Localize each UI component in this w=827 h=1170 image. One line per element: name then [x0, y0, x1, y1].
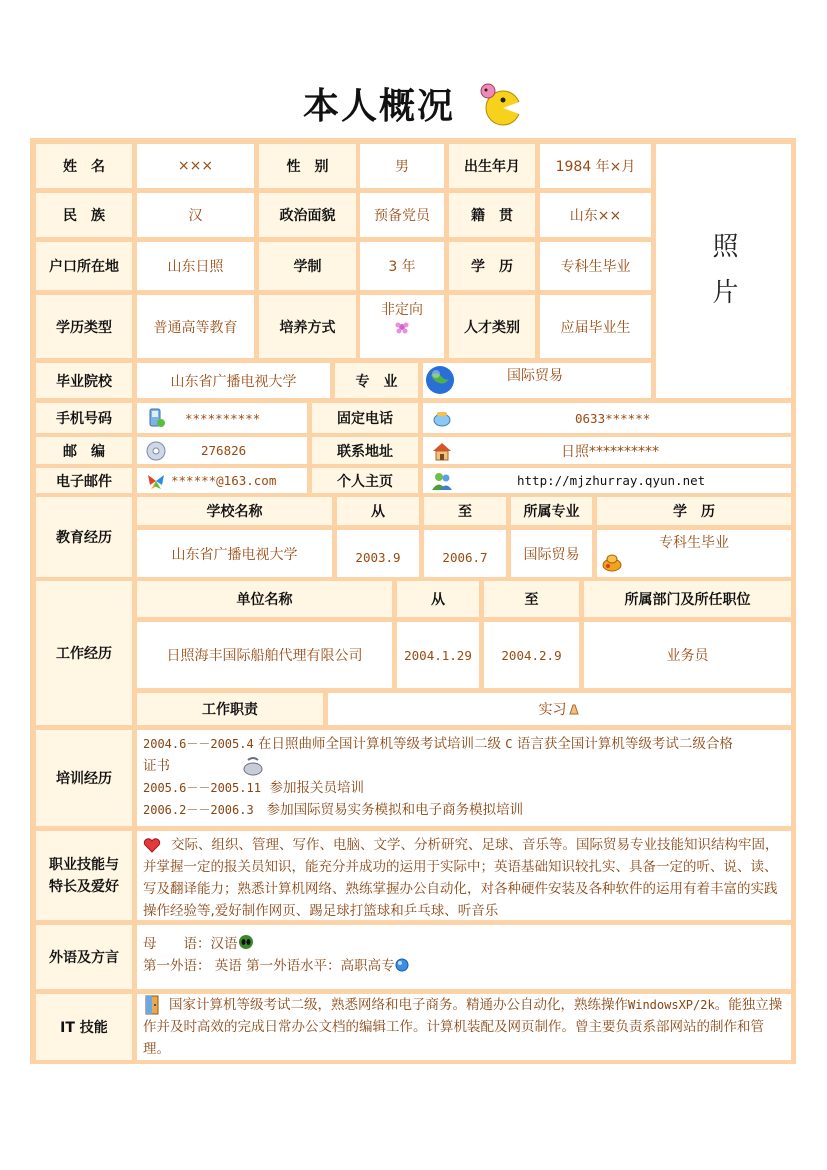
ethnic-label: 民 族 — [36, 193, 132, 237]
first-language-value: 英语 — [214, 958, 242, 974]
language-line-1 — [143, 933, 785, 955]
train-mode-cell — [360, 295, 444, 358]
skills-text: 交际、组织、管理、写作、电脑、文学、分析研究、足球、音乐等。国际贸易专业技能知识结构牢固，并掌握一定的报关员知识，能充分并成功的运用于实际中；英语基础知识较扎实、具备一定的听、说、读、写及翻译能力；熟悉计算机网络、熟练掌握办公自动化，对各种硬件安装及各种软件的运用有着丰富的实践操作经验等,爱好制作网页、踢足球打篮球和乒乓球、听音乐 — [143, 837, 779, 919]
birth-value: 1984 年×月 — [540, 144, 651, 188]
language-content — [137, 925, 791, 989]
education-label: 教育经历 — [36, 497, 132, 577]
birth-label: 出生年月 — [449, 144, 535, 188]
msn-butterfly-icon — [145, 470, 167, 492]
work-position-value: 业务员 — [584, 622, 791, 688]
edu-major-value: 国际贸易 — [511, 530, 592, 577]
work-header-company: 单位名称 — [137, 581, 392, 617]
train-mode-value: 非定向 — [381, 302, 423, 318]
gender-value: 男 — [360, 144, 444, 188]
language-level-label: 第一外语水平： — [246, 958, 341, 974]
hukou-label: 户口所在地 — [36, 242, 132, 290]
home-value: http://mjzhurray.qyun.net — [517, 473, 706, 488]
post-value: 276826 — [201, 443, 247, 458]
phone-label: 固定电话 — [312, 403, 418, 433]
edu-header-from: 从 — [337, 497, 419, 525]
mother-tongue-value: 汉语 — [210, 936, 238, 952]
home-label: 个人主页 — [312, 468, 418, 493]
training-date-3: 2006.2－－2006.3 — [143, 803, 254, 817]
email-value: ******@163.com — [171, 473, 277, 488]
training-line-2 — [143, 777, 785, 799]
gender-label: 性 别 — [259, 144, 356, 188]
phone-value: 0633****** — [575, 410, 651, 426]
work-header-position: 所属部门及所任职位 — [584, 581, 791, 617]
edu-school-value: 山东省广播电视大学 — [137, 530, 332, 577]
training-date-2: 2005.6－－2005.11 — [143, 781, 261, 795]
it-content — [137, 994, 791, 1060]
cd-icon — [145, 440, 167, 462]
home-cell — [423, 468, 791, 493]
work-header-to: 至 — [484, 581, 579, 617]
degree-label: 学 历 — [449, 242, 535, 290]
training-content — [137, 730, 791, 826]
edu-from-value: 2003.9 — [337, 530, 419, 577]
native-value: 山东×× — [540, 193, 651, 237]
mobile-value: ********** — [185, 410, 261, 426]
training-line-1-cont — [143, 755, 785, 777]
skills-label: 职业技能与特长及爱好 — [36, 831, 132, 920]
phone-cell — [423, 403, 791, 433]
language-label: 外语及方言 — [36, 925, 132, 989]
post-cell — [137, 437, 307, 464]
address-cell — [423, 437, 791, 464]
flower-icon — [394, 319, 410, 335]
mobile-label: 手机号码 — [36, 403, 132, 433]
work-company-value: 日照海丰国际船舶代理有限公司 — [137, 622, 392, 688]
edu-header-major: 所属专业 — [511, 497, 592, 525]
address-value: 日照********** — [561, 443, 659, 460]
work-header-from: 从 — [397, 581, 479, 617]
name-value: ××× — [137, 144, 254, 188]
door-icon — [143, 995, 161, 1015]
training-text-2: 参加报关员培训 — [269, 780, 365, 796]
training-date-1: 2004.6－－2005.4 — [143, 737, 254, 751]
it-text-m: WindowsXP/2k — [628, 998, 715, 1012]
page-title: 本人概况 — [302, 86, 455, 127]
duty-label: 工作职责 — [137, 693, 323, 725]
work-label: 工作经历 — [36, 581, 132, 725]
training-text-1-cont: 证书 — [143, 758, 170, 774]
edu-type-label: 学历类型 — [36, 295, 132, 358]
it-text-a: 国家计算机等级考试二级，熟悉网络和电子商务。精通办公自动化，熟练操作 — [169, 997, 628, 1013]
edu-header-school: 学校名称 — [137, 497, 332, 525]
political-label: 政治面貌 — [259, 193, 356, 237]
training-text-3: 参加国际贸易实务模拟和电子商务模拟培训 — [266, 802, 524, 818]
resume-table — [30, 138, 796, 1064]
work-to-value: 2004.2.9 — [484, 622, 579, 688]
school-label: 毕业院校 — [36, 363, 132, 398]
training-text-1b: 语言获全国计算机等级考试二级合格 — [516, 736, 733, 752]
school-value: 山东省广播电视大学 — [137, 363, 330, 398]
email-label: 电子邮件 — [36, 468, 132, 493]
mobile-phone-icon — [145, 407, 167, 429]
alien-icon — [238, 934, 254, 950]
training-text-1c: C — [505, 737, 513, 751]
telephone-icon — [431, 407, 453, 429]
address-label: 联系地址 — [312, 437, 418, 464]
hukou-value: 山东日照 — [137, 242, 254, 290]
it-label: IT 技能 — [36, 994, 132, 1060]
it-text-b: 。能独立操作并及时高效的完成日常办公文档的编辑工作。计算机装配及网页制作。曾主要负责系部网站的制作和管理。 — [143, 997, 783, 1057]
language-line-2 — [143, 955, 785, 977]
training-line-1 — [143, 733, 785, 755]
satellite-icon — [240, 755, 266, 777]
pacman-icon — [478, 81, 524, 127]
photo-placeholder: 照 片 — [656, 144, 791, 398]
train-mode-label: 培养方式 — [259, 295, 356, 358]
post-label: 邮 编 — [36, 437, 132, 464]
globe-icon — [425, 365, 455, 395]
duration-value: 3 年 — [360, 242, 444, 290]
edu-type-value: 普通高等教育 — [137, 295, 254, 358]
duty-cell — [328, 693, 791, 725]
degree-value: 专科生毕业 — [540, 242, 651, 290]
talent-value: 应届毕业生 — [540, 295, 651, 358]
users-icon — [431, 470, 453, 492]
hands-icon — [567, 702, 581, 716]
native-label: 籍 贯 — [449, 193, 535, 237]
first-language-label: 第一外语： — [143, 958, 211, 974]
work-from-value: 2004.1.29 — [397, 622, 479, 688]
ethnic-value: 汉 — [137, 193, 254, 237]
training-text-1a: 在日照曲师全国计算机等级考试培训二级 — [258, 736, 501, 752]
training-line-3 — [143, 799, 785, 821]
duty-value: 实习 — [538, 702, 567, 718]
money-bag-icon — [601, 550, 623, 572]
edu-header-degree: 学 历 — [597, 497, 791, 525]
name-label: 姓 名 — [36, 144, 132, 188]
language-level-value: 高职高专 — [340, 958, 395, 974]
edu-degree-cell — [597, 530, 791, 577]
duration-label: 学制 — [259, 242, 356, 290]
major-value: 国际贸易 — [507, 368, 563, 384]
skills-content — [137, 831, 791, 920]
edu-to-value: 2006.7 — [424, 530, 506, 577]
training-label: 培训经历 — [36, 730, 132, 826]
edu-header-to: 至 — [424, 497, 506, 525]
title-area — [0, 78, 827, 138]
edu-degree-value: 专科生毕业 — [659, 535, 729, 551]
talent-label: 人才类别 — [449, 295, 535, 358]
house-icon — [431, 440, 453, 462]
email-cell — [137, 468, 307, 493]
mother-tongue-label: 母 语： — [143, 936, 211, 952]
blue-orb-icon — [395, 958, 409, 972]
political-value: 预备党员 — [360, 193, 444, 237]
major-cell — [423, 363, 651, 398]
major-label: 专 业 — [335, 363, 418, 398]
mobile-cell — [137, 403, 307, 433]
heart-icon — [143, 837, 161, 853]
